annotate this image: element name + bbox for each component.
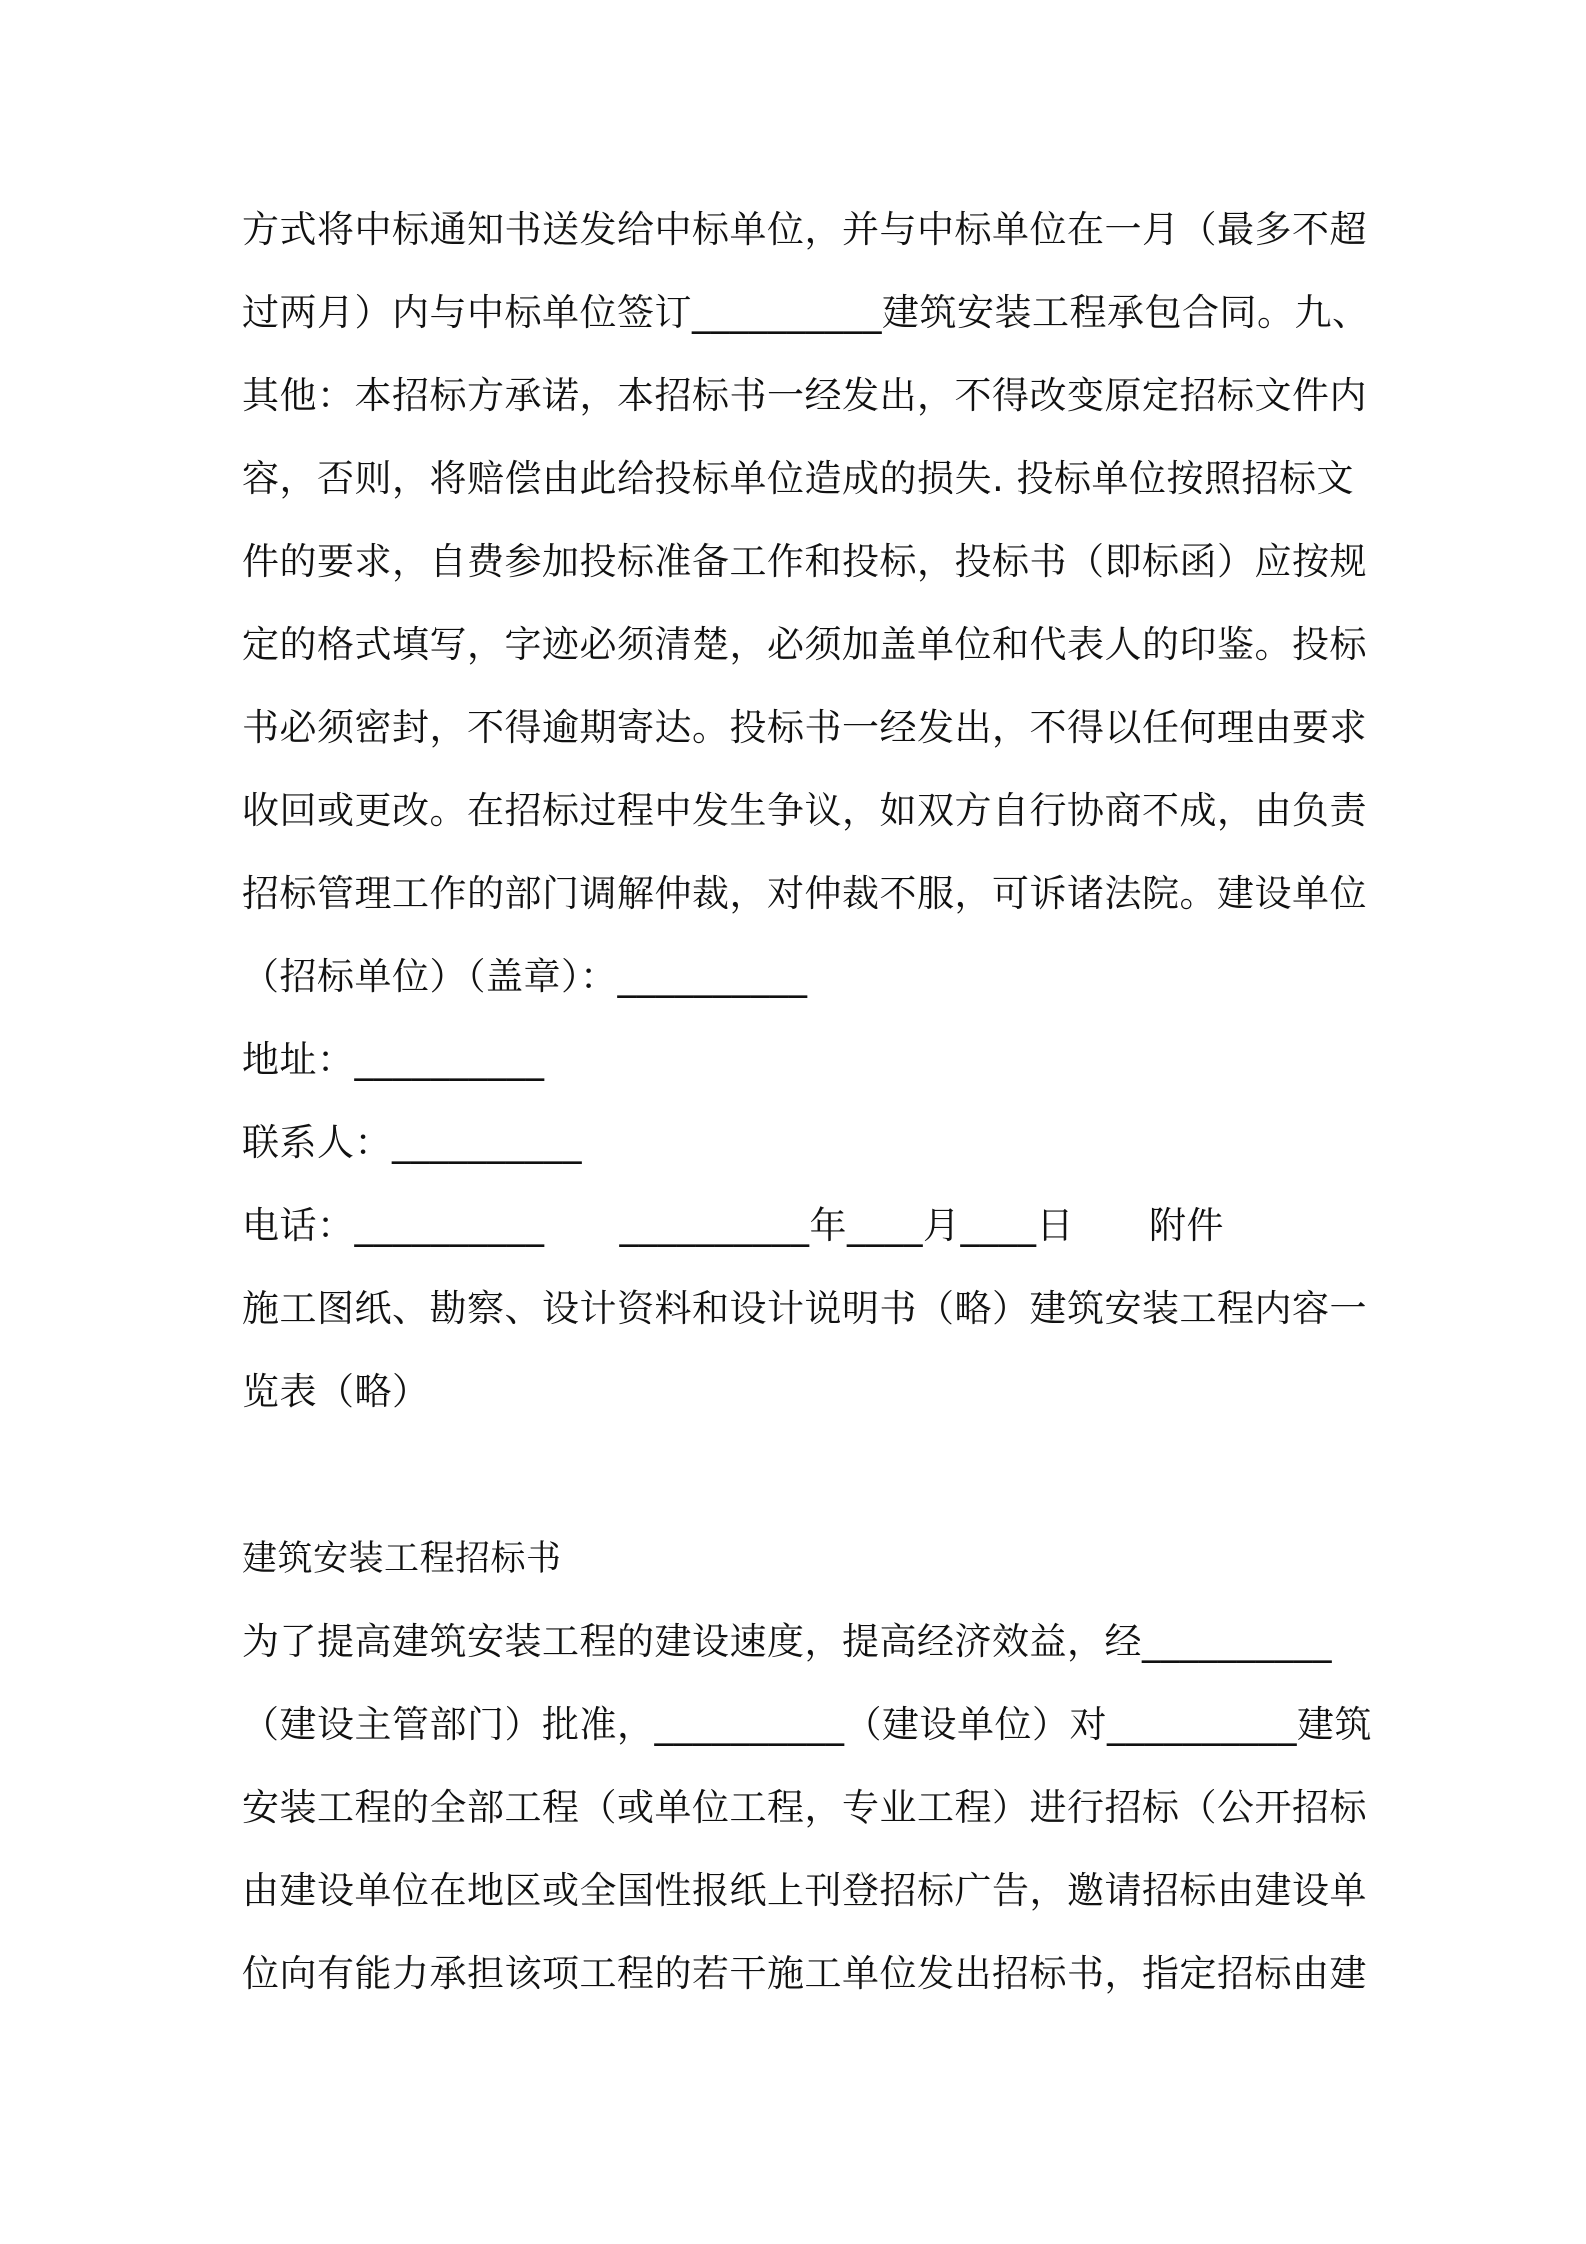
section-title: 建筑安装工程招标书 <box>242 1539 562 1579</box>
attachment-line: 施工图纸、勘察、设计资料和设计说明书（略）建筑安装工程内容一 <box>242 1287 1367 1330</box>
text-line: 书必须密封，不得逾期寄达。投标书一经发出，不得以任何理由要求 <box>242 706 1367 749</box>
signature-line: （招标单位）（盖章）：__________ <box>242 955 808 998</box>
contact-line: 联系人：__________ <box>242 1121 582 1164</box>
attachment-line: 览表（略） <box>242 1370 430 1413</box>
text-line: 由建设单位在地区或全国性报纸上刊登招标广告，邀请招标由建设单 <box>242 1869 1367 1912</box>
text-line: 过两月）内与中标单位签订__________建筑安装工程承包合同。九、 <box>242 291 1370 334</box>
address-line: 地址：__________ <box>242 1038 545 1081</box>
text-line: 定的格式填写，字迹必须清楚，必须加盖单位和代表人的印鉴。投标 <box>242 623 1367 666</box>
text-line: 收回或更改。在招标过程中发生争议，如双方自行协商不成，由负责 <box>242 789 1367 832</box>
text-line: （建设主管部门）批准，__________（建设单位）对__________建筑 <box>242 1703 1372 1746</box>
text-line: 安装工程的全部工程（或单位工程，专业工程）进行招标（公开招标 <box>242 1786 1367 1829</box>
text-line: 招标管理工作的部门调解仲裁，对仲裁不服，可诉诸法院。建设单位 <box>242 872 1367 915</box>
text-line: 其他：本招标方承诺，本招标书一经发出，不得改变原定招标文件内 <box>242 374 1367 417</box>
text-line: 容，否则，将赔偿由此给投标单位造成的损失. 投标单位按照招标文 <box>242 457 1355 500</box>
text-line: 方式将中标通知书送发给中标单位，并与中标单位在一月（最多不超 <box>242 208 1367 251</box>
text-line: 件的要求，自费参加投标准备工作和投标，投标书（即标函）应按规 <box>242 540 1367 583</box>
text-line: 为了提高建筑安装工程的建设速度，提高经济效益，经__________ <box>242 1620 1332 1663</box>
phone-date-line: 电话：__________ __________年____月____日 附件 <box>242 1204 1224 1247</box>
text-line: 位向有能力承担该项工程的若干施工单位发出招标书，指定招标由建 <box>242 1952 1367 1995</box>
